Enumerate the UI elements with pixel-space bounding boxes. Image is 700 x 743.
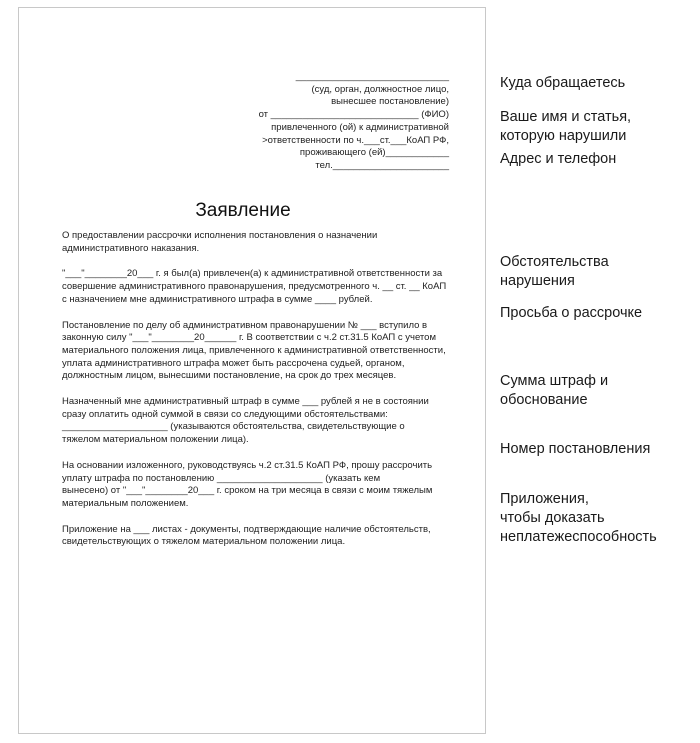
annotation-line: Просьба о рассрочке <box>500 305 643 321</box>
annotation-line: Номер постановления <box>500 441 651 457</box>
paragraph-request <box>62 319 446 384</box>
addressee-line: от ____________________________ (ФИО) <box>258 109 449 121</box>
paragraph-line: уплата административного штрафа может быть рассрочена судьей, органом, <box>62 357 405 369</box>
paragraph-line: Назначенный мне административный штраф в сумме ___ рублей я не в состоянии <box>62 396 429 408</box>
paragraph-line: сразу оплатить одной суммой в связи со следующими обстоятельствами: <box>62 408 388 420</box>
annotation-line: чтобы доказать <box>500 510 605 526</box>
annotation-addressee <box>500 74 625 93</box>
paragraph-fine-amount <box>62 396 429 447</box>
paragraph-line: свидетельствующих о тяжелом материальном положении лица. <box>62 536 346 548</box>
paragraph-line: На основании изложенного, руководствуясь ч.2 ст.31.5 КоАП РФ, прошу рассрочить <box>62 459 433 471</box>
paragraph-line: материальным положением. <box>62 497 189 509</box>
annotation-line: Приложения, <box>500 491 589 507</box>
paragraph-line: вынесено) от "___"________20___ г. сроком на три месяца в связи с моим тяжелым <box>62 485 433 497</box>
annotation-attachments <box>500 490 657 547</box>
annotation-line: Куда обращаетесь <box>500 75 626 91</box>
paragraph-line: совершение административного правонарушения, предусмотренного ч. __ ст. __ КоАП <box>62 281 447 293</box>
annotation-line: обоснование <box>500 392 588 408</box>
paragraph-line: материального положения лица, привлеченного к административной ответственности, <box>62 344 446 356</box>
annotation-line: нарушения <box>500 273 575 289</box>
annotation-line: Ваше имя и статья, <box>500 109 632 125</box>
annotation-fine-justification <box>500 372 608 410</box>
annotation-installment-request <box>500 304 642 323</box>
paragraph-line: "___"________20___ г. я был(а) привлечен(а) к административной ответственности за <box>62 268 443 280</box>
annotation-line: Обстоятельства <box>500 254 609 270</box>
addressee-line: вынесшее постановление) <box>331 96 449 108</box>
annotation-line: которую нарушили <box>500 128 627 144</box>
paragraph-line: с назначением мне административного штрафа в сумме ____ рублей. <box>62 293 373 305</box>
annotation-name-article <box>500 108 631 146</box>
paragraph-resolution <box>62 459 433 511</box>
paragraph-line: административного наказания. <box>62 242 200 254</box>
annotation-line: неплатежеспособность <box>500 529 657 545</box>
paragraph-line: тяжелом материальном положении лица). <box>62 434 249 446</box>
annotation-circumstances <box>500 253 609 291</box>
addressee-line: (суд, орган, должностное лицо, <box>311 83 449 95</box>
addressee-line: тел.______________________ <box>315 159 449 171</box>
document-title: Заявление <box>195 200 291 221</box>
paragraph-line: ____________________ (указываются обстоятельства, свидетельствующие о <box>62 421 405 433</box>
annotation-address-phone <box>500 150 616 169</box>
paragraph-line: законную силу "___"________20______ г. В соответствии с ч.2 ст.31.5 КоАП с учетом <box>62 332 436 344</box>
annotation-line: Сумма штраф и <box>500 373 609 389</box>
addressee-line: >ответственности по ч.___ст.___КоАП РФ, <box>262 134 449 146</box>
paragraph-attachments <box>62 523 431 549</box>
paragraph-line: Приложение на ___ листах - документы, подтверждающие наличие обстоятельств, <box>62 523 431 535</box>
document-body <box>62 230 447 562</box>
addressee-block <box>239 71 449 173</box>
addressee-line: привлеченного (ой) к административной <box>271 121 449 133</box>
annotation-line: Адрес и телефон <box>500 151 617 167</box>
paragraph-line: уплату штрафа по постановлению ____________________ (указать кем <box>62 472 381 484</box>
addressee-line: _____________________________ <box>295 71 449 82</box>
annotation-resolution-number <box>500 440 650 459</box>
paragraph-subject <box>62 230 422 255</box>
paragraph-line: Постановление по делу об административном правонарушении № ___ вступило в <box>62 319 428 331</box>
addressee-line: проживающего (ей)____________ <box>299 147 449 159</box>
paragraph-line: О предоставлении рассрочки исполнения постановления о назначении <box>62 230 378 241</box>
paragraph-line: должностным лицом, вынесшими постановление, на срок до трех месяцев. <box>62 370 397 382</box>
paragraph-violation <box>62 268 447 306</box>
